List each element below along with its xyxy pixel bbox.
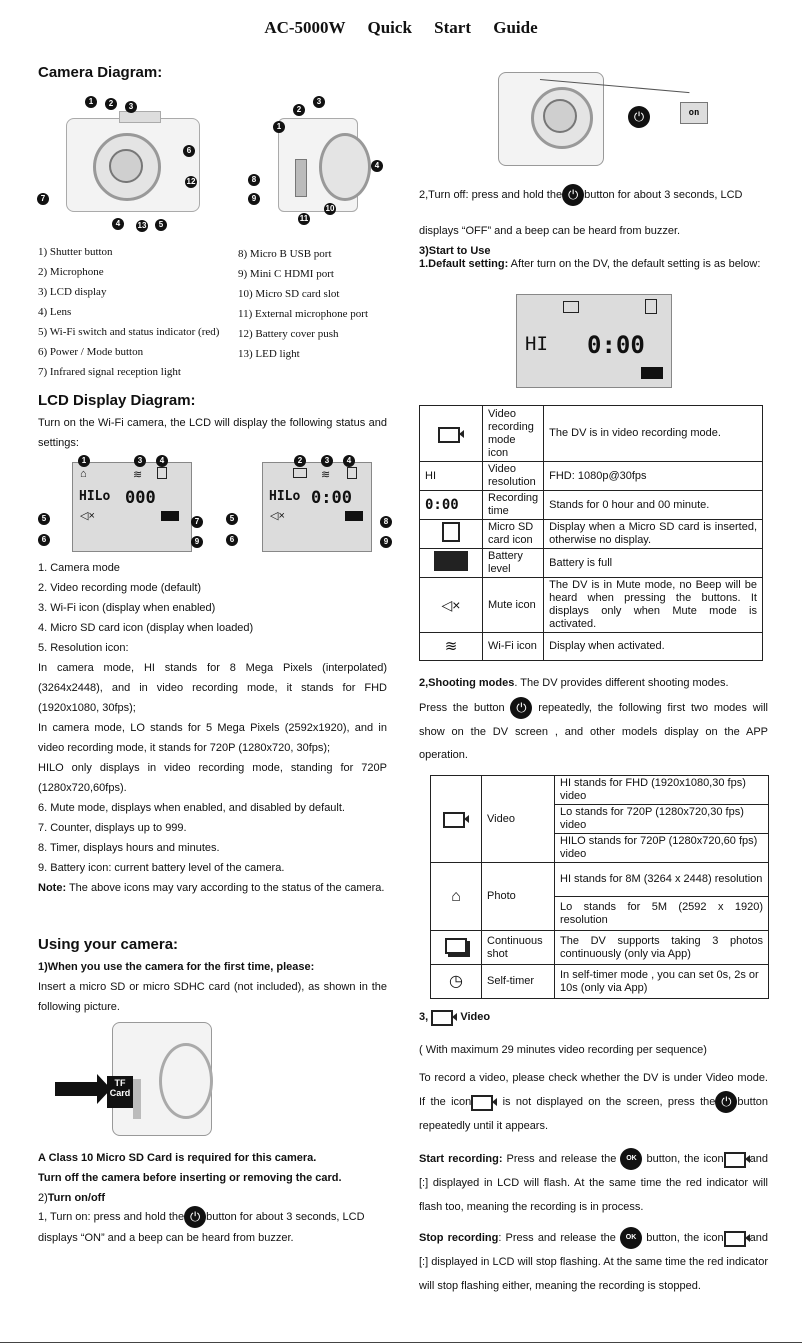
callout-1b: 1 (273, 121, 285, 133)
note-label: Note: (38, 882, 67, 894)
lcd-counter: 000 (125, 488, 156, 508)
note-text: The above icons may vary according to the status of the camera. (66, 882, 385, 894)
lcd-callout-4b: 4 (343, 455, 355, 467)
mode-desc: HI stands for 8M (3264 x 2448) resolution (555, 863, 769, 897)
callout-2b: 2 (293, 104, 305, 116)
sd-card-icon (157, 467, 167, 479)
lcd-mode-text: HILo (79, 489, 111, 504)
icon-desc: Battery is full (544, 549, 763, 578)
battery-icon (434, 551, 468, 571)
lcd-item: 2. Video recording mode (default) (38, 582, 202, 594)
lcd-item: 7. Counter, displays up to 999. (38, 822, 187, 834)
video-icon (438, 425, 464, 443)
record-video-text-a: To record a video, please check whether the DV is under Video mode. If the icon (419, 1072, 768, 1108)
start-recording-text-a: Press and release the (502, 1153, 617, 1165)
part-item: 2) Microphone (38, 266, 104, 278)
lcd-callout-7: 7 (191, 516, 203, 528)
icon-name: Recording time (483, 491, 544, 520)
callout-6: 6 (183, 145, 195, 157)
icon-name: Battery level (483, 549, 544, 578)
sd-card-icon (347, 467, 357, 479)
turn-on-off-num: 2) (38, 1192, 48, 1204)
shooting-modes-label: 2,Shooting modes (419, 677, 515, 689)
icon-name: Wi-Fi icon (483, 633, 544, 661)
icon-cell (420, 578, 483, 633)
start-recording-text-b: button, the icon (646, 1153, 724, 1165)
video-icon (724, 1229, 750, 1247)
mode-desc: Lo stands for 720P (1280x720,30 fps) video (555, 805, 769, 834)
icon-name: Micro SD card icon (483, 520, 544, 549)
shooting-modes-table (430, 775, 769, 999)
callout-4: 4 (112, 218, 124, 230)
ok-button-icon: OK (620, 1148, 642, 1170)
lcd-time: 0:00 (587, 331, 645, 359)
icon-name: Mute icon (483, 578, 544, 633)
icon-desc: Stands for 0 hour and 00 minute. (544, 491, 763, 520)
stop-recording-text-b: button, the icon (646, 1232, 724, 1244)
lcd-timer: 0:00 (311, 488, 352, 508)
turn-off-text-cont: displays “OFF” and a beep can be heard from buzzer. (419, 225, 681, 237)
video-icon (431, 1008, 457, 1026)
video-max-text: ( With maximum 29 minutes video recording per sequence) (419, 1044, 707, 1056)
mode-desc: In self-timer mode , you can set 0s, 2s or 10s (only via App) (555, 965, 769, 999)
table-row (420, 549, 763, 578)
turn-off-text (419, 184, 768, 206)
lcd-callout-4: 4 (156, 455, 168, 467)
parts-list-left (38, 242, 219, 382)
turn-on-off-heading (38, 1188, 105, 1208)
stop-recording-label: Stop recording (419, 1232, 499, 1244)
icon-desc: Display when a Micro SD card is inserted, otherwise no display. (544, 520, 763, 549)
press-button-text-a: Press the button (419, 702, 505, 714)
part-item: 12) Battery cover push (238, 328, 339, 340)
lcd-item: 1. Camera mode (38, 562, 120, 574)
part-item: 9) Mini C HDMI port (238, 268, 334, 280)
lcd-callout-2: 2 (294, 455, 306, 467)
icon-cell: 0:00 (420, 491, 483, 520)
tf-card: TF Card (107, 1076, 133, 1108)
icon-cell (420, 406, 483, 462)
icon-cell (431, 965, 482, 999)
resolution-lo-text: In camera mode, LO stands for 5 Mega Pixels (2592x1920), and in video recording mode, it stands for 720P (1280x720, 30fps); (38, 722, 387, 754)
default-setting-label: 1.Default setting: (419, 258, 509, 270)
lcd-callout-6: 6 (38, 534, 50, 546)
callout-8: 8 (248, 174, 260, 186)
lcd-item: 8. Timer, displays hours and minutes. (38, 842, 220, 854)
table-row (431, 776, 769, 805)
icon-cell (420, 633, 483, 661)
battery-icon (345, 511, 363, 521)
icon-desc: The DV is in Mute mode, no Beep will be heard when pressing the buttons. It displays only when Mute mode is activated. (544, 578, 763, 633)
callout-9: 9 (248, 193, 260, 205)
mute-icon: ◁× (80, 510, 95, 522)
part-item: 11) External microphone port (238, 308, 369, 320)
lcd-callout-6b: 6 (226, 534, 238, 546)
video-icon (443, 810, 469, 828)
lcd-callout-3: 3 (134, 455, 146, 467)
turn-off-text-a: 2,Turn off: press and hold the (419, 188, 563, 201)
table-row (420, 633, 763, 661)
lcd-on-screen: on (680, 102, 708, 124)
callout-11: 11 (299, 214, 309, 223)
lcd-item: 4. Micro SD card icon (display when loaded) (38, 622, 254, 634)
turn-on-text (38, 1206, 387, 1248)
icon-desc: FHD: 1080p@30fps (544, 462, 763, 491)
lcd-callout-5b: 5 (226, 513, 238, 525)
lcd-item: 5. Resolution icon: (38, 642, 129, 654)
video-section-num: 3, (419, 1010, 429, 1023)
icon-desc: Display when activated. (544, 633, 763, 661)
table-row (420, 578, 763, 633)
callout-12: 12 (186, 177, 196, 186)
icon-desc: The DV is in video recording mode. (544, 406, 763, 462)
note (38, 878, 387, 898)
stop-recording-text-c: and [:] displayed in LCD will stop flashing. At the same time the red indicator will stop flashing either, meaning the recording is stopped. (419, 1232, 768, 1292)
lcd-callout-3b: 3 (321, 455, 333, 467)
camera-side-photo (278, 118, 358, 212)
lcd-item: 6. Mute mode, displays when enabled, and disabled by default. (38, 802, 345, 814)
callout-1: 1 (85, 96, 97, 108)
insert-card-text: Insert a micro SD or micro SDHC card (not included), as shown in the following picture. (38, 981, 387, 1013)
press-button-text-b: repeatedly, the following first two modes will show on the DV screen , and other models display on the APP operation. (419, 702, 769, 761)
lcd-diagram-camera (72, 462, 192, 552)
mode-name: Photo (482, 863, 555, 931)
press-button-text (419, 697, 768, 768)
power-icon: ⏻ (184, 1206, 206, 1228)
record-video-text (419, 1066, 768, 1138)
turn-on-off-label: Turn on/off (47, 1192, 105, 1204)
mode-name: Continuous shot (482, 931, 555, 965)
lcd-diagram-video (262, 462, 372, 552)
callout-3: 3 (125, 101, 137, 113)
lcd-diagram-heading: LCD Display Diagram: (38, 392, 196, 409)
video-mode-icon (563, 301, 579, 313)
video-mode-icon (293, 468, 307, 478)
lcd-callout-5: 5 (38, 513, 50, 525)
battery-icon (161, 511, 179, 521)
power-icon: ⏻ (715, 1091, 737, 1113)
default-setting (419, 258, 768, 271)
part-item: 6) Power / Mode button (38, 346, 144, 358)
lcd-intro: Turn on the Wi-Fi camera, the LCD will display the following status and settings: (38, 417, 387, 449)
continuous-shot-icon (445, 938, 467, 954)
callout-13: 13 (137, 221, 147, 230)
resolution-hi-text: In camera mode, HI stands for 8 Mega Pixels (interpolated) (3264x2448), and in video recording mode, it stands for FHD (1920x1080, 30fps); (38, 662, 387, 714)
callout-7: 7 (37, 193, 49, 205)
parts-list-right (238, 244, 368, 364)
self-timer-icon: ◷ (449, 973, 463, 990)
icon-cell (420, 549, 483, 578)
mode-name: Video (482, 776, 555, 863)
power-button-callout: ⏻ (628, 106, 650, 128)
stop-recording-text (419, 1226, 768, 1298)
callout-2: 2 (105, 98, 117, 110)
video-icon (724, 1150, 750, 1168)
wifi-icon: ≋ (321, 469, 331, 481)
wifi-icon: ≋ (444, 638, 458, 655)
mode-name: Self-timer (482, 965, 555, 999)
mute-icon: ◁× (441, 596, 461, 613)
camera-icon: ⌂ (451, 888, 461, 905)
document-title: AC-5000W Quick Start Guide (264, 18, 538, 37)
table-row (420, 491, 763, 520)
lcd-item: 9. Battery icon: current battery level of the camera. (38, 862, 285, 874)
default-lcd (516, 294, 672, 388)
part-item: 5) Wi-Fi switch and status indicator (red) (38, 326, 220, 338)
part-item: 7) Infrared signal reception light (38, 366, 181, 378)
record-video-text-b: is not displayed on the screen, press the (502, 1096, 716, 1108)
sd-card-icon (442, 522, 460, 542)
mode-desc: Lo stands for 5M (2592 x 1920) resolution (555, 897, 769, 931)
lcd-callout-1: 1 (78, 455, 90, 467)
using-camera-heading: Using your camera: (38, 936, 179, 953)
first-use-step: 1)When you use the camera for the first time, please: (38, 961, 315, 973)
part-item: 3) LCD display (38, 286, 107, 298)
video-icon (471, 1093, 497, 1111)
class10-requirement: A Class 10 Micro SD Card is required for this camera. (38, 1152, 317, 1164)
video-section-title: Video (460, 1010, 491, 1023)
card-warning: Turn off the camera before inserting or removing the card. (38, 1172, 342, 1184)
battery-icon (641, 367, 663, 379)
turn-on-text-b: button for about 3 seconds, LCD displays “ON” and a beep can be heard from buzzer. (38, 1210, 365, 1244)
mode-desc: HI stands for FHD (1920x1080,30 fps) video (555, 776, 769, 805)
icon-cell (431, 931, 482, 965)
start-to-use-heading: 3)Start to Use (419, 245, 491, 257)
callout-5: 5 (155, 219, 167, 231)
lcd-callout-8: 8 (380, 516, 392, 528)
part-item: 4) Lens (38, 306, 72, 318)
default-setting-text: After turn on the DV, the default setting is as below: (508, 258, 761, 270)
icon-cell (420, 520, 483, 549)
record-video-text-c: button repeatedly until it appears. (419, 1096, 768, 1132)
ok-button-icon: OK (620, 1227, 642, 1249)
part-item: 1) Shutter button (38, 246, 113, 258)
start-recording-text-c: and [:] displayed in LCD will flash. At the same time the red indicator will flash too, meaning the recording is in process. (419, 1153, 768, 1213)
lcd-callout-9: 9 (191, 536, 203, 548)
mode-desc: The DV supports taking 3 photos continuously (only via App) (555, 931, 769, 965)
callout-10: 10 (325, 204, 335, 213)
table-row (420, 406, 763, 462)
table-row (420, 520, 763, 549)
callout-4b: 4 (371, 160, 383, 172)
start-recording-text (419, 1147, 768, 1219)
table-row (431, 931, 769, 965)
callout-3b: 3 (313, 96, 325, 108)
power-icon: ⏻ (562, 184, 584, 206)
table-row (431, 965, 769, 999)
sd-card-icon (645, 299, 657, 314)
stop-recording-text-a: : Press and release the (498, 1232, 616, 1244)
mute-icon: ◁× (270, 510, 285, 522)
camera-top-photo (498, 72, 604, 166)
lcd-callout-9b: 9 (380, 536, 392, 548)
lcd-resolution: HI (525, 333, 548, 355)
power-icon: ⏻ (510, 697, 532, 719)
wifi-icon: ≋ (133, 469, 143, 481)
icon-cell (431, 776, 482, 863)
part-item: 10) Micro SD card slot (238, 288, 340, 300)
lcd-mode-text: HILo (269, 489, 301, 504)
part-item: 8) Micro B USB port (238, 248, 332, 260)
shooting-modes-intro (419, 673, 768, 693)
turn-off-text-b: button for about 3 seconds, LCD (584, 188, 743, 201)
start-recording-label: Start recording: (419, 1153, 503, 1165)
icon-table (419, 405, 763, 661)
icon-cell: HI (420, 462, 483, 491)
icon-name: Video recording mode icon (483, 406, 544, 462)
camera-diagram-heading: Camera Diagram: (38, 64, 163, 81)
arrow-icon (55, 1082, 99, 1096)
resolution-hilo-text: HILO only displays in video recording mode, standing for 720P (1280x720,60fps). (38, 762, 387, 794)
shooting-modes-text: . The DV provides different shooting modes. (514, 677, 729, 689)
mode-desc: HILO stands for 720P (1280x720,60 fps) video (555, 834, 769, 863)
camera-front-photo (66, 118, 200, 212)
lcd-items (38, 558, 387, 898)
camera-mode-icon: ⌂ (80, 468, 87, 480)
lcd-item: 3. Wi-Fi icon (display when enabled) (38, 602, 216, 614)
part-item: 13) LED light (238, 348, 300, 360)
turn-on-text-a: 1, Turn on: press and hold the (38, 1210, 185, 1223)
icon-cell (431, 863, 482, 931)
video-section-heading (419, 1008, 490, 1026)
icon-name: Video resolution (483, 462, 544, 491)
bottom-rule (0, 1342, 802, 1343)
table-row (420, 462, 763, 491)
table-row (431, 863, 769, 897)
